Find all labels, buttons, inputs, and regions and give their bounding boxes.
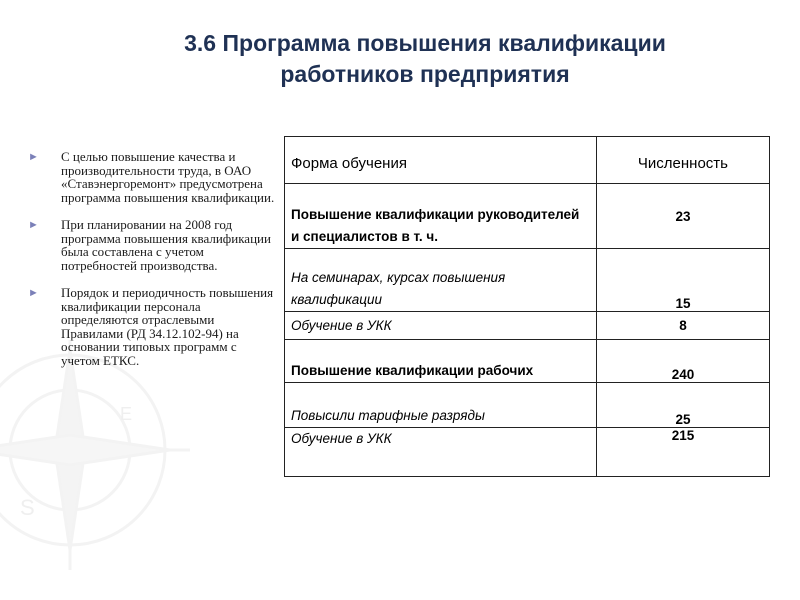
header-form-of-training: Форма обучения [285, 137, 597, 184]
triangle-bullet-icon: ► [28, 287, 39, 299]
bullet-text: При планировании на 2008 год программа повышения квалификации была составлена с учетом потребностей производства. [61, 217, 271, 273]
table-row [285, 428, 770, 477]
training-table [284, 136, 770, 477]
row-value: 215 [596, 428, 769, 477]
table-row [285, 312, 770, 340]
row-label: На семинарах, курсах повышения квалификации [285, 249, 597, 312]
bullet-item [28, 286, 278, 367]
row-label: Обучение в УКК [285, 428, 597, 477]
header-headcount: Численность [596, 137, 769, 184]
svg-text:S: S [20, 495, 35, 520]
bullet-text: Порядок и периодичность повышения квалификации персонала определяются отраслевыми Правилами (РД 34.12.102-94) на основании типовых программ с учетом ЕТКС. [61, 285, 274, 368]
row-value: 23 [596, 184, 769, 249]
slide-title-line-1: 3.6 Программа повышения квалификации [184, 30, 666, 56]
table-row [285, 184, 770, 249]
bullet-list [28, 150, 278, 381]
table-header-row [285, 137, 770, 184]
slide-title [145, 28, 705, 90]
svg-text:E: E [120, 404, 133, 424]
row-value: 25 [596, 383, 769, 428]
bullet-item [28, 218, 278, 272]
table-row [285, 249, 770, 312]
bullet-item [28, 150, 278, 204]
row-label: Повышение квалификации руководителей и специалистов в т. ч. [285, 184, 597, 249]
bullet-text: С целью повышение качества и производительности труда, в ОАО «Ставэнергоремонт» предусмотрена программа повышения квалификации. [61, 149, 275, 205]
row-value: 15 [596, 249, 769, 312]
triangle-bullet-icon: ► [28, 219, 39, 231]
row-value: 240 [596, 340, 769, 383]
slide-title-line-2: работников предприятия [280, 61, 570, 87]
row-label: Обучение в УКК [285, 312, 597, 340]
row-label: Повысили тарифные разряды [285, 383, 597, 428]
row-label: Повышение квалификации рабочих [285, 340, 597, 383]
triangle-bullet-icon: ► [28, 151, 39, 163]
table-row [285, 383, 770, 428]
table-row [285, 340, 770, 383]
row-value: 8 [596, 312, 769, 340]
